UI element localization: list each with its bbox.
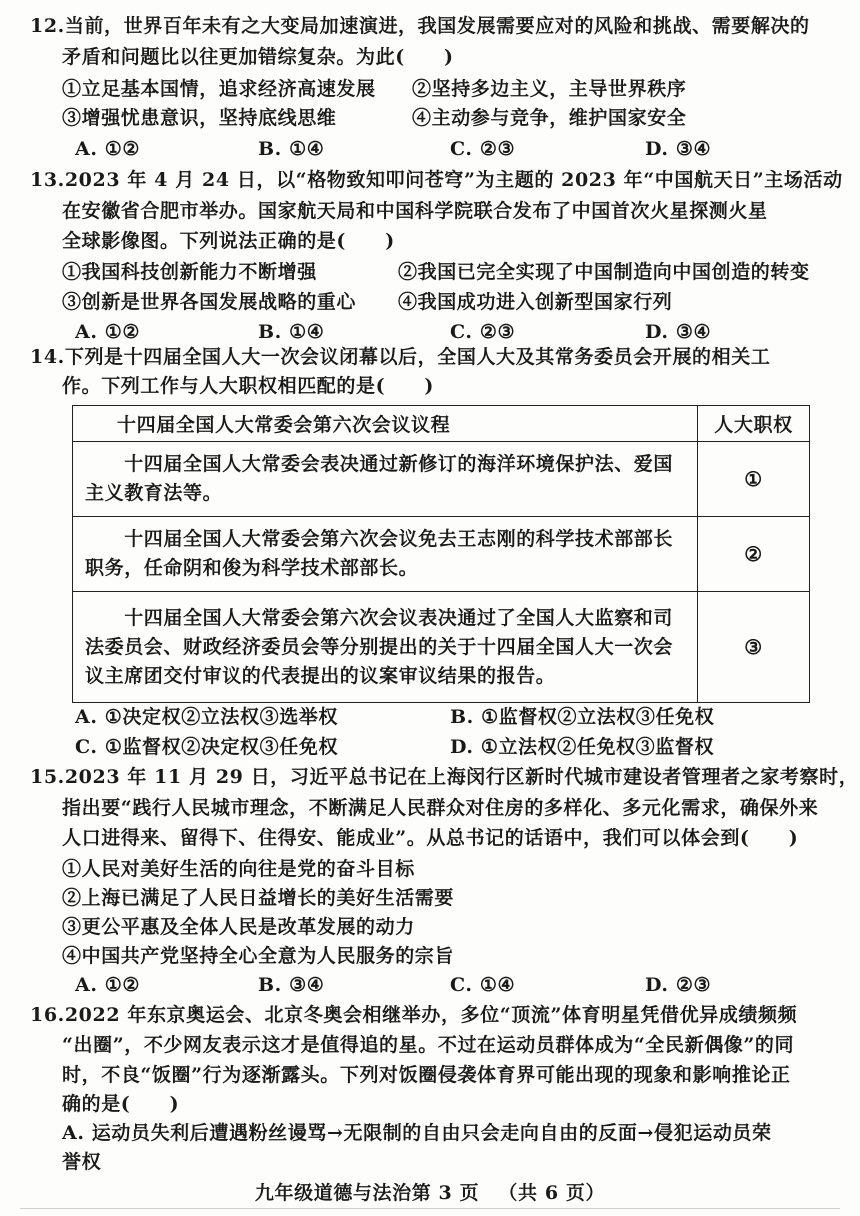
q12-option-c[interactable]: C. ②③ (450, 138, 516, 160)
table-row (73, 442, 810, 517)
q15-option-c[interactable]: C. ①④ (450, 974, 516, 996)
table-header-agenda: 十四届全国人大常委会第六次会议议程 (73, 406, 698, 442)
q13-option-b[interactable]: B. ①④ (258, 321, 325, 343)
table-row-2-mark: ② (698, 517, 810, 592)
table-row-1-mark: ① (698, 442, 810, 517)
q12-statement-1: ①立足基本国情，追求经济高速发展 (62, 78, 376, 100)
page-footer (0, 1178, 860, 1205)
table-row-3-text: 十四届全国人大常委会第六次会议表决通过了全国人大监察和司法委员会、财政经济委员会等分别提出的关于十四届全国人大一次会议主席团交付审议的代表提出的议案审议结果的报告。 (73, 592, 698, 703)
footer-total-pages: （共 6 页） (498, 1182, 606, 1204)
q15-option-b[interactable]: B. ③④ (258, 974, 325, 996)
q14-stem-line-2: 作。下列工作与人大职权相匹配的是( ) (62, 375, 434, 397)
q14-stem-line-1: 14.下列是十四届全国人大一次会议闭幕以后，全国人大及其常务委员会开展的相关工 (30, 346, 771, 368)
table-header-power: 人大职权 (698, 406, 810, 442)
q15-statement-1: ①人民对美好生活的向往是党的奋斗目标 (62, 858, 415, 880)
q15-option-d[interactable]: D. ②③ (645, 974, 712, 996)
q12-statement-4: ④主动参与竞争，维护国家安全 (412, 107, 687, 129)
q14-option-c[interactable]: C. ①监督权②决定权③任免权 (75, 736, 339, 758)
q15-statement-4: ④中国共产党坚持全心全意为人民服务的宗旨 (62, 945, 455, 967)
q16-stem-line-1: 16.2022 年东京奥运会、北京冬奥会相继举办，多位“顶流”体育明星凭借优异成绩频频 (30, 1004, 798, 1026)
q15-stem-line-1: 15.2023 年 11 月 29 日，习近平总书记在上海闵行区新时代城市建设者管理者之家考察时， (30, 766, 859, 788)
q14-agenda-table (72, 405, 810, 703)
q12-statement-2: ②坚持多边主义，主导世界秩序 (412, 78, 687, 100)
q13-stem-line-3: 全球影像图。下列说法正确的是( ) (62, 230, 395, 252)
table-row (73, 517, 810, 592)
q15-stem-line-3: 人口进得来、留得下、住得安、能成业”。从总书记的话语中，我们可以体会到( ) (62, 827, 799, 849)
q15-option-a[interactable]: A. ①② (75, 974, 141, 996)
q15-stem-line-2: 指出要“践行人民城市理念，不断满足人民群众对住房的多样化、多元化需求，确保外来 (62, 797, 819, 819)
table-row-2-text: 十四届全国人大常委会第六次会议免去王志刚的科学技术部部长职务，任命阴和俊为科学技术部部长。 (73, 517, 698, 592)
q15-statement-2: ②上海已满足了人民日益增长的美好生活需要 (62, 887, 455, 909)
table-row-3-mark: ③ (698, 592, 810, 703)
q12-stem-line-1: 12.当前，世界百年未有之大变局加速演进，我国发展需要应对的风险和挑战、需要解决的 (30, 15, 810, 37)
q13-statement-3: ③创新是世界各国发展战略的重心 (62, 291, 357, 313)
q15-statement-3: ③更公平惠及全体人民是改革发展的动力 (62, 916, 415, 938)
table-row (73, 592, 810, 703)
q16-option-a-line-2[interactable]: 誉权 (62, 1151, 102, 1173)
q12-statement-3: ③增强忧患意识，坚持底线思维 (62, 107, 337, 129)
q16-stem-line-2: “出圈”，不少网友表示这才是值得追的星。不过在运动员群体成为“全民新偶像”的同 (62, 1034, 795, 1056)
q12-option-b[interactable]: B. ①④ (258, 138, 325, 160)
q13-option-a[interactable]: A. ①② (75, 321, 141, 343)
q14-option-d[interactable]: D. ①立法权②任免权③监督权 (450, 736, 715, 758)
q16-stem-line-4: 确的是( ) (62, 1093, 180, 1115)
q14-option-b[interactable]: B. ①监督权②立法权③任免权 (450, 706, 715, 728)
q13-statement-4: ④我国成功进入创新型国家行列 (398, 291, 673, 313)
table-header-row (73, 406, 810, 442)
footer-divider (20, 1208, 840, 1209)
footer-page-label: 九年级道德与法治第 3 页 (254, 1182, 480, 1204)
q13-stem-line-2: 在安徽省合肥市举办。国家航天局和中国科学院联合发布了中国首次火星探测火星 (62, 200, 768, 222)
table-row-1-text: 十四届全国人大常委会表决通过新修订的海洋环境保护法、爱国主义教育法等。 (73, 442, 698, 517)
q14-option-a[interactable]: A. ①决定权②立法权③选举权 (75, 706, 339, 728)
q13-statement-2: ②我国已完全实现了中国制造向中国创造的转变 (398, 261, 810, 283)
q13-statement-1: ①我国科技创新能力不断增强 (62, 261, 317, 283)
q12-option-a[interactable]: A. ①② (75, 138, 141, 160)
q16-option-a-line-1[interactable]: A. 运动员失利后遭遇粉丝谩骂→无限制的自由只会走向自由的反面→侵犯运动员荣 (62, 1122, 772, 1144)
q13-stem-line-1: 13.2023 年 4 月 24 日，以“格物致知叩问苍穹”为主题的 2023 年“中国航天日”主场活动 (30, 169, 843, 191)
q12-stem-line-2: 矛盾和问题比以往更加错综复杂。为此( ) (62, 46, 454, 68)
q13-option-d[interactable]: D. ③④ (645, 321, 712, 343)
q16-stem-line-3: 时，不良“饭圈”行为逐渐露头。下列对饭圈侵袭体育界可能出现的现象和影响推论正 (62, 1064, 791, 1086)
q13-option-c[interactable]: C. ②③ (450, 321, 516, 343)
q12-option-d[interactable]: D. ③④ (645, 138, 712, 160)
